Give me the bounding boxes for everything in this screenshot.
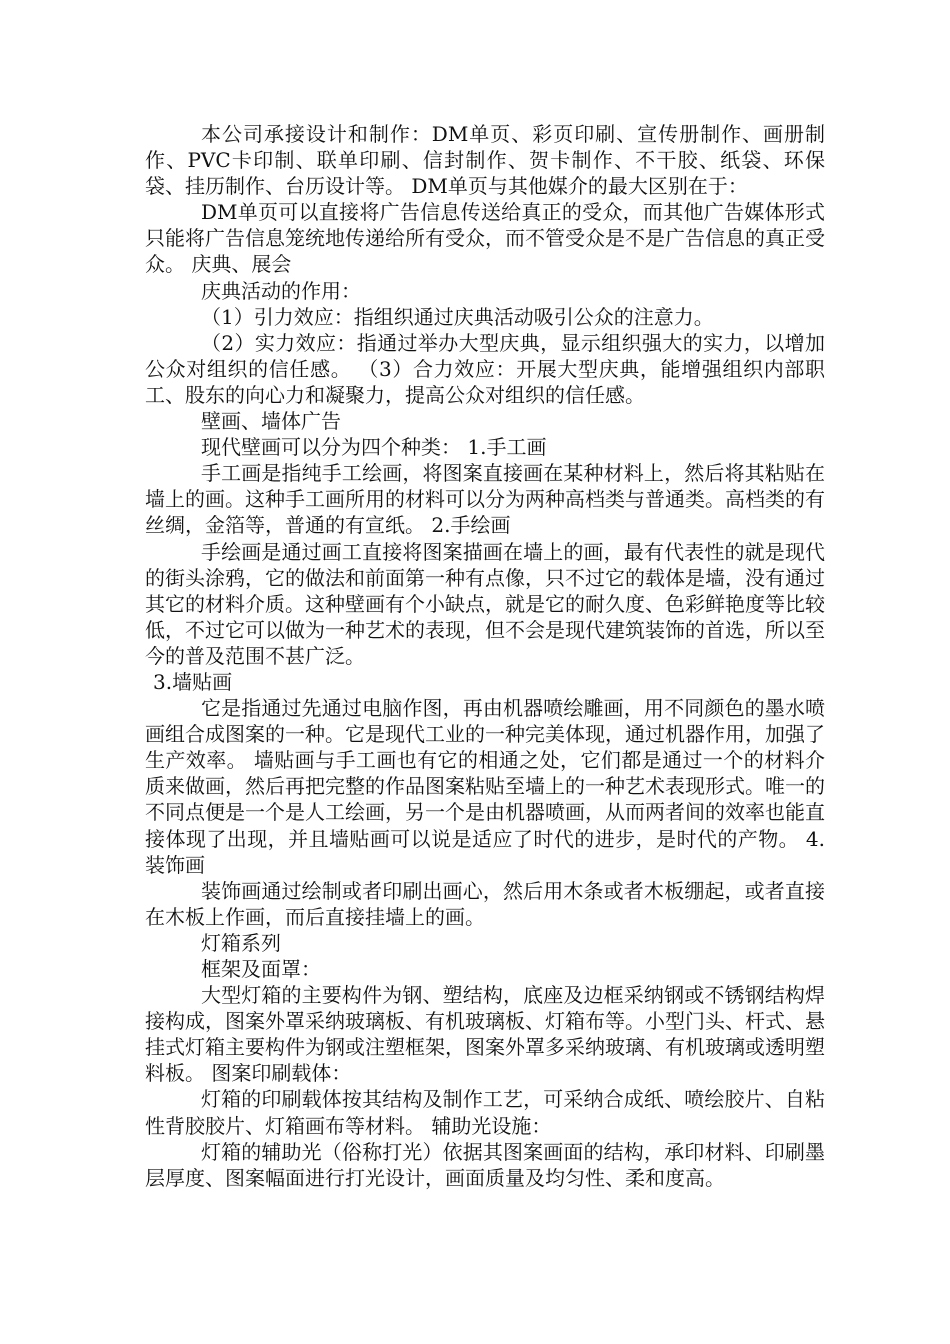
paragraph-lightbox-heading: 灯箱系列 [201,930,281,955]
paragraph-frame-heading: 框架及面罩： [201,957,321,981]
paragraph-print-carrier: 灯箱的印刷载体按其结构及制作工艺，可采纳合成纸、喷绘胶片、自粘性背胶胶片、灯箱画布等材料。 辅助光设施： [145,1087,825,1138]
paragraph-mural-heading: 壁画、墙体广告 [201,409,341,434]
paragraph-mural-types: 现代壁画可以分为四个种类： 1.手工画 [201,435,547,460]
document-body [145,121,825,1191]
paragraph-handmade-painting: 手工画是指纯手工绘画，将图案直接画在某种材料上，然后将其粘贴在墙上的画。这种手工画所用的材料可以分为两种高档类与普通类。高档类的有丝绸，金箔等，普通的有宣纸。 2.手绘画 [145,461,825,538]
paragraph-lightbox-structure: 大型灯箱的主要构件为钢、塑结构，底座及边框采纳钢或不锈钢结构焊接构成，图案外罩采纳玻璃板、有机玻璃板、灯箱布等。小型门头、杆式、悬挂式灯箱主要构件为钢或注塑框架，图案外罩多采纳玻璃、有机玻璃或透明塑料板。 图案印刷载体： [145,983,825,1086]
paragraph-intro: 本公司承接设计和制作：DM单页、彩页印刷、宣传册制作、画册制作、PVC卡印制、联单印刷、信封制作、贺卡制作、不干胶、纸袋、环保袋、挂历制作、台历设计等。 DM单页与其他媒介的最大区别在于： [145,122,825,199]
paragraph-wall-sticker-heading: 3.墙贴画 [153,669,233,694]
paragraph-celebration-heading: 庆典活动的作用： [201,278,361,303]
paragraph-auxiliary-light: 灯箱的辅助光（俗称打光）依据其图案画面的结构，承印材料、印刷墨层厚度、图案幅面进行打光设计，画面质量及均匀性、柔和度高。 [145,1139,825,1190]
paragraph-dm-advantage: DM单页可以直接将广告信息传送给真正的受众，而其他广告媒体形式只能将广告信息笼统地传递给所有受众，而不管受众是不是广告信息的真正受众。 庆典、展会 [145,200,825,277]
paragraph-attraction-effect: （1）引力效应：指组织通过庆典活动吸引公众的注意力。 [201,304,714,329]
paragraph-wall-sticker: 它是指通过先通过电脑作图，再由机器喷绘雕画，用不同颜色的墨水喷画组合成图案的一种。它是现代工业的一种完美体现，通过机器作用，加强了生产效率。 墙贴画与手工画也有它的相通之处，它们都是通过一个的材料介质来做画，然后再把完整的作品图案粘贴至墙上的一种艺术表现形式。唯一的不同点便是一个是人工绘画，另一个是由机器喷画，从而两者间的效率也能直接体现了出现，并且墙贴画可以说是适应了时代的进步，是时代的产物。 4.装饰画 [145,696,825,877]
paragraph-strength-effect: （2）实力效应：指通过举办大型庆典，显示组织强大的实力，以增加公众对组织的信任感。 （3）合力效应：开展大型庆典，能增强组织内部职工、股东的向心力和凝聚力，提高公众对组织的信任感。 [145,330,825,407]
paragraph-decorative-painting: 装饰画通过绘制或者印刷出画心，然后用木条或者木板绷起，或者直接在木板上作画，而后直接挂墙上的画。 [145,878,825,929]
paragraph-hand-drawn-painting: 手绘画是通过画工直接将图案描画在墙上的画，最有代表性的就是现代的街头涂鸦，它的做法和前面第一种有点像，只不过它的载体是墙，没有通过其它的材料介质。这种壁画有个小缺点，就是它的耐久度、色彩鲜艳度等比较低，不过它可以做为一种艺术的表现，但不会是现代建筑装饰的首选，所以至今的普及范围不甚广泛。 [145,539,825,668]
